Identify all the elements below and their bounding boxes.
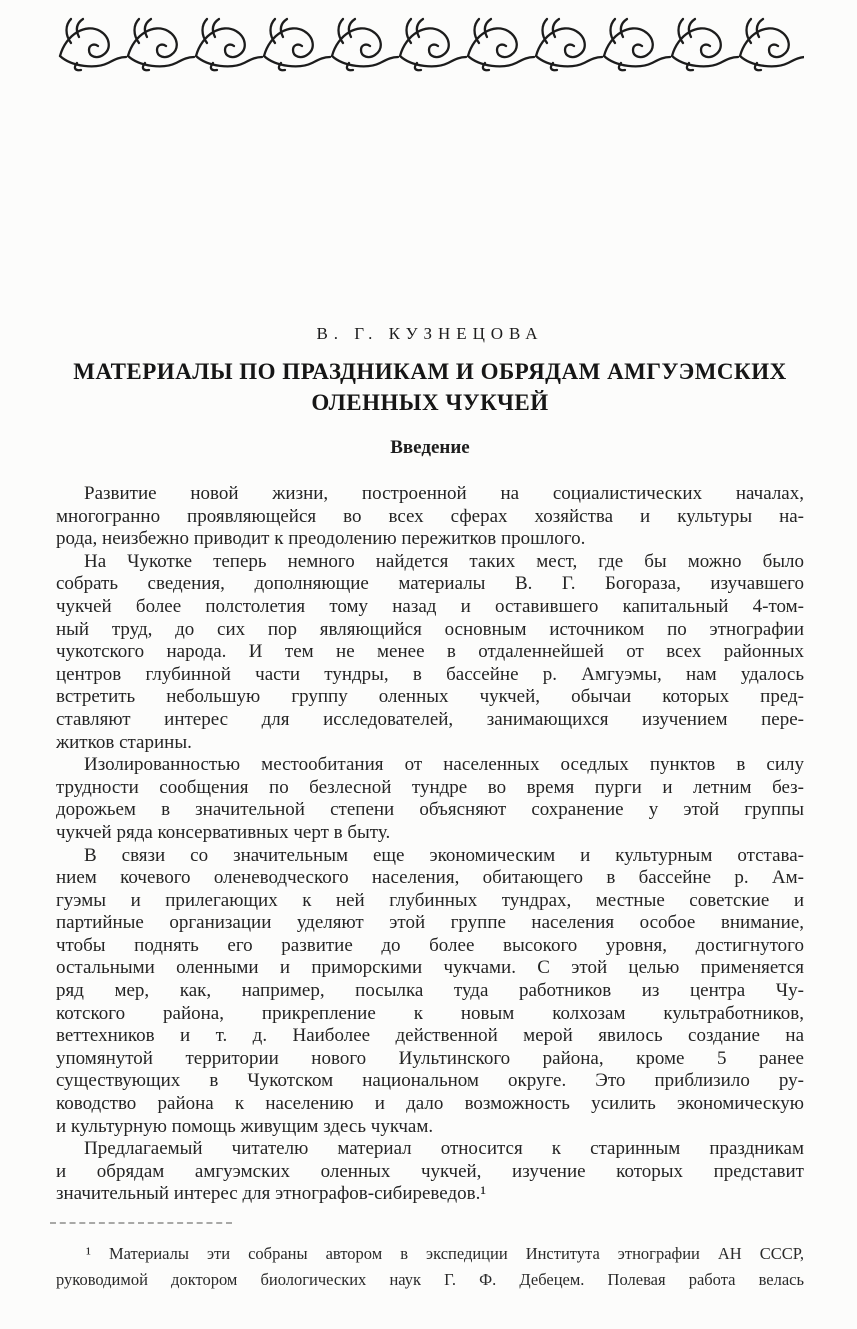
body-text: [56, 483, 804, 1206]
text-line: остальными оленными и приморскими чукчами. С этой целью применяется: [56, 957, 804, 979]
text-line: рода, неизбежно приводит к преодолению пережитков прошлого.: [56, 528, 586, 550]
text-line: чтобы поднять его развитие до более высокого уровня, достигнутого: [56, 934, 804, 956]
text-line: ряд мер, как, например, посылка туда работников из центра Чу-: [56, 980, 804, 1002]
footnote-line: руководимой доктором биологических наук Г. Ф. Дебецем. Полевая работа велась: [56, 1270, 804, 1289]
paragraph: [56, 483, 804, 551]
text-line: центров глубинной части тундры, в бассейне р. Амгуэмы, нам удалось: [56, 663, 804, 685]
footnote-separator: [50, 1222, 232, 1224]
text-line: и обрядам амгуэмских оленных чукчей, изучение которых представит: [56, 1160, 804, 1182]
text-line: котского района, прикрепление к новым колхозам культработников,: [56, 1002, 804, 1024]
text-line: нием кочевого оленеводческого населения, обитающего в бассейне р. Ам-: [56, 867, 804, 889]
text-line: Развитие новой жизни, построенной на социалистических началах,: [84, 483, 804, 504]
text-line: трудности сообщения по безлесной тундре во время пурги и летним без-: [56, 776, 804, 798]
text-line: Предлагаемый читателю материал относится к старинным праздникам: [84, 1138, 804, 1160]
text-line: многогранно проявляющейся во всех сферах хозяйства и культуры на-: [56, 505, 804, 527]
wave-scroll-ornament-icon: [56, 16, 804, 74]
text-line: дорожьем в значительной степени объясняют сохранение у этой группы: [56, 799, 804, 821]
footnote-line: ¹ Материалы эти собраны автором в экспедиции Института этнографии АН СССР,: [86, 1244, 804, 1263]
text-line: В связи со значительным еще экономическим и культурным отстава-: [84, 844, 804, 866]
text-line: чукотского народа. И тем не менее в отдаленнейшей от всех районных: [56, 641, 804, 663]
text-line: веттехников и т. д. Наиболее действенной мерой явилось создание на: [56, 1025, 804, 1047]
text-line: гуэмы и прилегающих к ней глубинных тундрах, местные советские и: [56, 889, 804, 911]
article-title-line1: МАТЕРИАЛЫ ПО ПРАЗДНИКАМ И ОБРЯДАМ АМГУЭМСКИХ: [73, 359, 787, 384]
text-line: собрать сведения, дополняющие материалы В. Г. Богораза, изучавшего: [56, 573, 804, 595]
text-line: Изолированностью местообитания от населенных оседлых пунктов в силу: [84, 754, 804, 776]
text-line: житков старины.: [56, 731, 192, 753]
author-line: В. Г. КУЗНЕЦОВА: [316, 324, 544, 343]
text-line: чукчей ряда консервативных черт в быту.: [56, 821, 391, 843]
footnote: [56, 1241, 804, 1293]
text-line: ководство района к населению и дало возможность усилить экономическую: [56, 1093, 804, 1115]
article-title: [50, 356, 810, 418]
text-line: ставляют интерес для исследователей, занимающихся изучением пере-: [56, 708, 804, 730]
text-line: существующих в Чукотском национальном округе. Это приблизило ру-: [56, 1070, 804, 1092]
text-line: упомянутой территории нового Иультинского района, кроме 5 ранее: [56, 1047, 804, 1069]
section-heading: Введение: [390, 437, 470, 458]
paragraph: [56, 754, 804, 844]
text-line: значительный интерес для этнографов-сибиреведов.¹: [56, 1183, 487, 1205]
paragraph: [56, 1138, 804, 1206]
text-line: и культурную помощь живущим здесь чукчам.: [56, 1115, 434, 1137]
text-line: чукчей более полстолетия тому назад и оставившего капитальный 4-том-: [56, 595, 804, 617]
text-line: встретить небольшую группу оленных чукчей, обычаи которых пред-: [56, 686, 804, 708]
text-line: ный труд, до сих пор являющийся основным источником по этнографии: [56, 618, 804, 640]
article-title-line2: ОЛЕННЫХ ЧУКЧЕЙ: [311, 390, 549, 415]
text-line: На Чукотке теперь немного найдется таких мест, где бы можно было: [84, 550, 804, 572]
paragraph: [56, 845, 804, 1139]
text-line: партийные организации уделяют этой группе населения особое внимание,: [56, 912, 804, 934]
paragraph: [56, 551, 804, 754]
